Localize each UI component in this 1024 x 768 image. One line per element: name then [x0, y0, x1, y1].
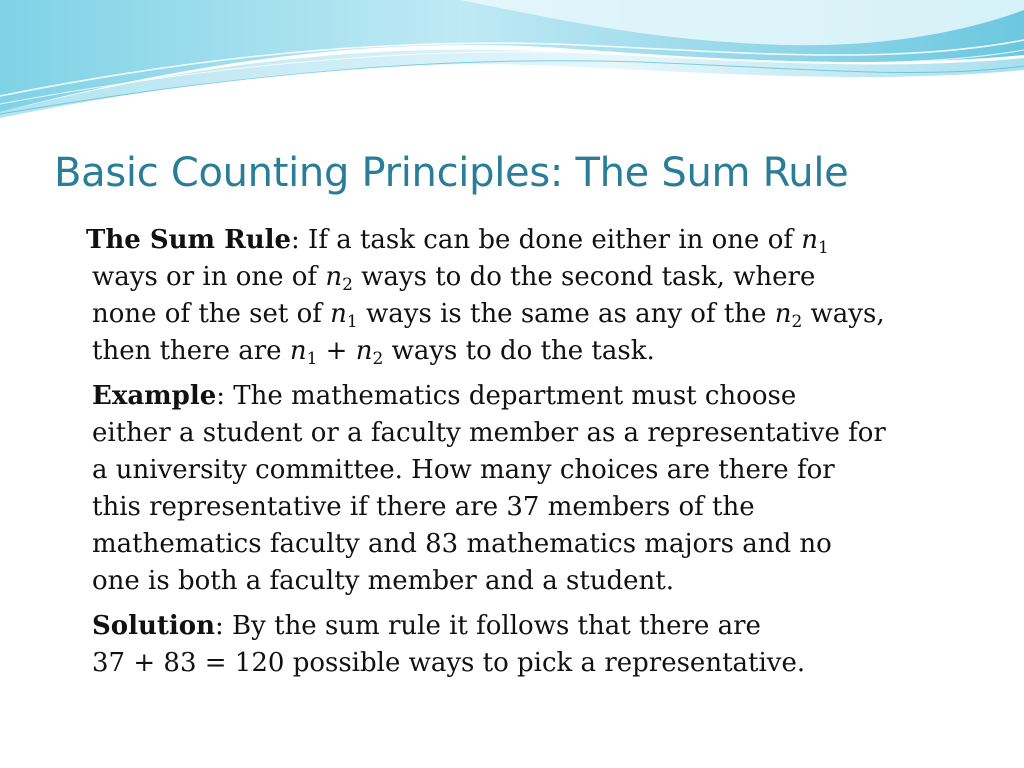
solution-heading: Solution	[92, 611, 216, 641]
variable-n1: $n_1$	[289, 336, 318, 369]
variable-n1: $n_1$	[330, 299, 358, 332]
text-line: one is both a faculty member and a student.	[92, 566, 675, 596]
variable-n2: $n_2$	[774, 299, 803, 332]
text-line: 37 + 83 = 120 possible ways to pick a representative.	[92, 648, 806, 678]
solution-paragraph	[92, 608, 972, 682]
slide-title: Basic Counting Principles: The Sum Rule	[54, 150, 849, 196]
example-heading: Example	[92, 381, 217, 411]
wave-header-decoration	[0, 0, 1024, 120]
text-line: this representative if there are 37 members of the	[92, 492, 755, 522]
text-line: a university committee. How many choices are there for	[92, 455, 835, 485]
text-line: The Sum Rule: If a task can be done either in one of $n_1$	[86, 225, 829, 258]
variable-n2: $n_2$	[355, 336, 384, 369]
text-line: Example: The mathematics department must choose	[92, 381, 797, 411]
text-line: then there are $n_1 + n_2$ ways to do the task.	[92, 336, 655, 369]
text-line: mathematics faculty and 83 mathematics majors and no	[92, 529, 832, 559]
variable-n1: $n_1$	[801, 225, 829, 258]
variable-n2: $n_2$	[325, 262, 353, 295]
sum-rule-heading: The Sum Rule	[86, 225, 292, 255]
example-paragraph	[92, 378, 972, 600]
text-line: Solution: By the sum rule it follows that there are	[92, 611, 761, 641]
slide-body	[86, 222, 972, 690]
text-line: none of the set of $n_1$ ways is the same as any of the $n_2$ ways,	[92, 299, 885, 332]
text-line: either a student or a faculty member as a representative for	[92, 418, 886, 448]
text-line: ways or in one of $n_2$ ways to do the second task, where	[92, 262, 816, 295]
sum-rule-paragraph	[86, 222, 972, 370]
